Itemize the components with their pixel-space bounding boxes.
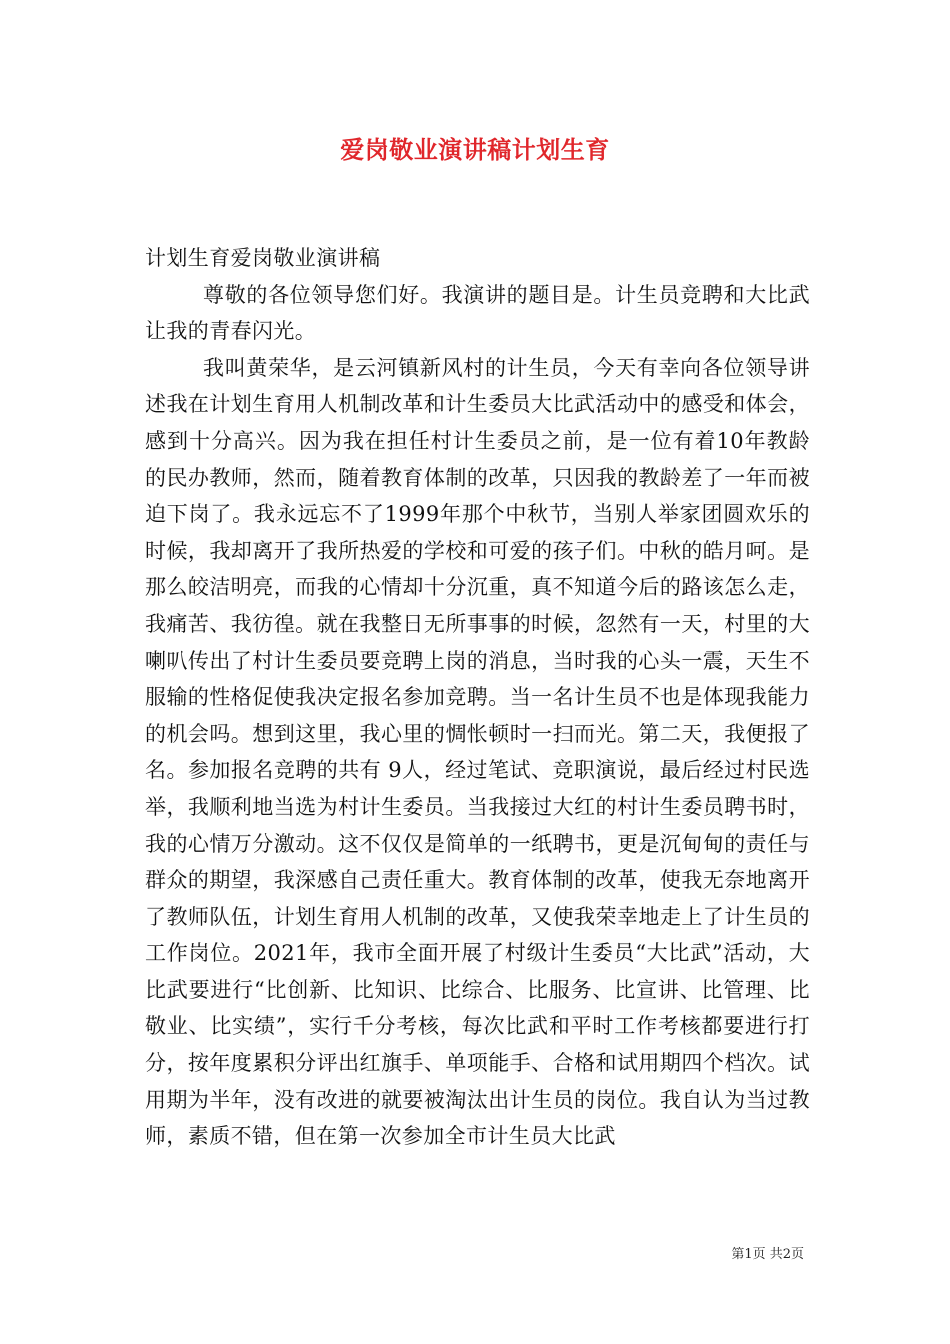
page-number: 第1页 共2页 <box>731 1247 804 1262</box>
document-subtitle: 计划生育爱岗敬业演讲稿 <box>145 246 381 270</box>
document-body <box>145 240 810 1155</box>
main-paragraph: 我叫黄荣华，是云河镇新风村的计生员，今天有幸向各位领导讲述我在计划生育用人机制改革和计生委员大比武活动中的感受和体会，感到十分高兴。因为我在担任村计生委员之前，是一位有着10年教龄的民办教师，然而，随着教育体制的改革，只因我的教龄差了一年而被迫下岗了。我永远忘不了1999年那个中秋节，当别人举家团圆欢乐的时候，我却离开了我所热爱的学校和可爱的孩子们。中秋的皓月呵。是那么皎洁明亮，而我的心情却十分沉重，真不知道今后的路该怎么走，我痛苦、我彷徨。就在我整日无所事事的时候，忽然有一天，村里的大喇叭传出了村计生委员要竞聘上岗的消息，当时我的心头一震，天生不服输的性格促使我决定报名参加竞聘。当一名计生员不也是体现我能力的机会吗。想到这里，我心里的惆怅顿时一扫而光。第二天，我便报了名。参加报名竞聘的共有 9人，经过笔试、竞职演说，最后经过村民选举，我顺利地当选为村计生委员。当我接过大红的村计生委员聘书时，我的心情万分激动。这不仅仅是简单的一纸聘书，更是沉甸甸的责任与群众的期望，我深感自己责任重大。教育体制的改革，使我无奈地离开了教师队伍，计划生育用人机制的改革，又使我荣幸地走上了计生员的工作岗位。2021年，我市全面开展了村级计生委员“大比武”活动，大比武要进行“比创新、比知识、比综合、比服务、比宣讲、比管理、比敬业、比实绩”，实行千分考核，每次比武和平时工作考核都要进行打分，按年度累积分评出红旗手、单项能手、合格和试用期四个档次。试用期为半年，没有改进的就要被淘汰出计生员的岗位。我自认为当过教师，素质不错，但在第一次参加全市计生员大比武 <box>145 355 810 1149</box>
greeting-paragraph: 尊敬的各位领导您们好。我演讲的题目是。计生员竞聘和大比武让我的青春闪光。 <box>145 282 810 344</box>
document-title: 爱岗敬业演讲稿计划生育 <box>340 135 610 164</box>
